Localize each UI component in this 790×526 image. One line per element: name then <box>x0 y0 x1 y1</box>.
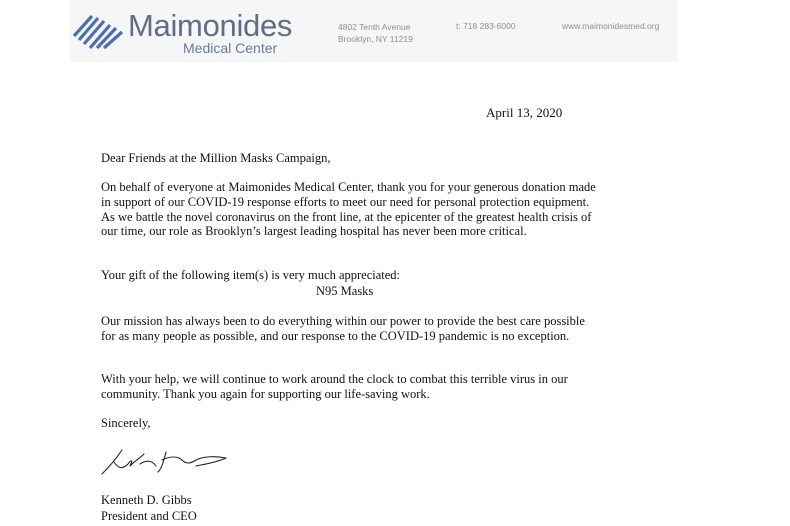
paragraph-help: With your help, we will continue to work around the clock to combat this terrible virus in our community. Thank you again for supporting our life-saving work. <box>101 372 568 401</box>
maimonides-logo-icon <box>70 10 126 50</box>
handwritten-signature <box>100 446 230 476</box>
closing: Sincerely, <box>101 416 151 430</box>
salutation: Dear Friends at the Million Masks Campaign, <box>101 151 331 165</box>
signer-name: Kenneth D. Gibbs <box>101 493 192 507</box>
website: www.maimonidesmed.org <box>562 21 660 31</box>
paragraph-thanks: On behalf of everyone at Maimonides Medical Center, thank you for your generous donation made in support of our COVID-19 response efforts to meet our need for personal protection equipment. As we battle the novel coronavirus on the front line, at the epicenter of the greatest health crisis of our time, our role as Brooklyn’s largest leading hospital has never been more critical. <box>101 180 596 239</box>
address <box>338 21 413 45</box>
phone-number: t: 718 283-6000 <box>456 21 516 31</box>
paragraph-mission: Our mission has always been to do everything within our power to provide the best care possible for as many people as possible, and our response to the COVID-19 pandemic is no exception. <box>101 314 585 343</box>
paragraph-gift: Your gift of the following item(s) is very much appreciated: <box>101 268 401 282</box>
org-subtitle: Medical Center <box>183 40 278 56</box>
signer-title: President and CEO <box>101 509 197 523</box>
address-line2: Brooklyn, NY 11219 <box>338 34 413 44</box>
org-name: Maimonides <box>128 8 293 43</box>
letter-date: April 13, 2020 <box>486 105 563 120</box>
address-line1: 4802 Tenth Avenue <box>338 22 411 32</box>
signer-block <box>101 492 601 524</box>
donated-item: N95 Masks <box>316 284 374 298</box>
